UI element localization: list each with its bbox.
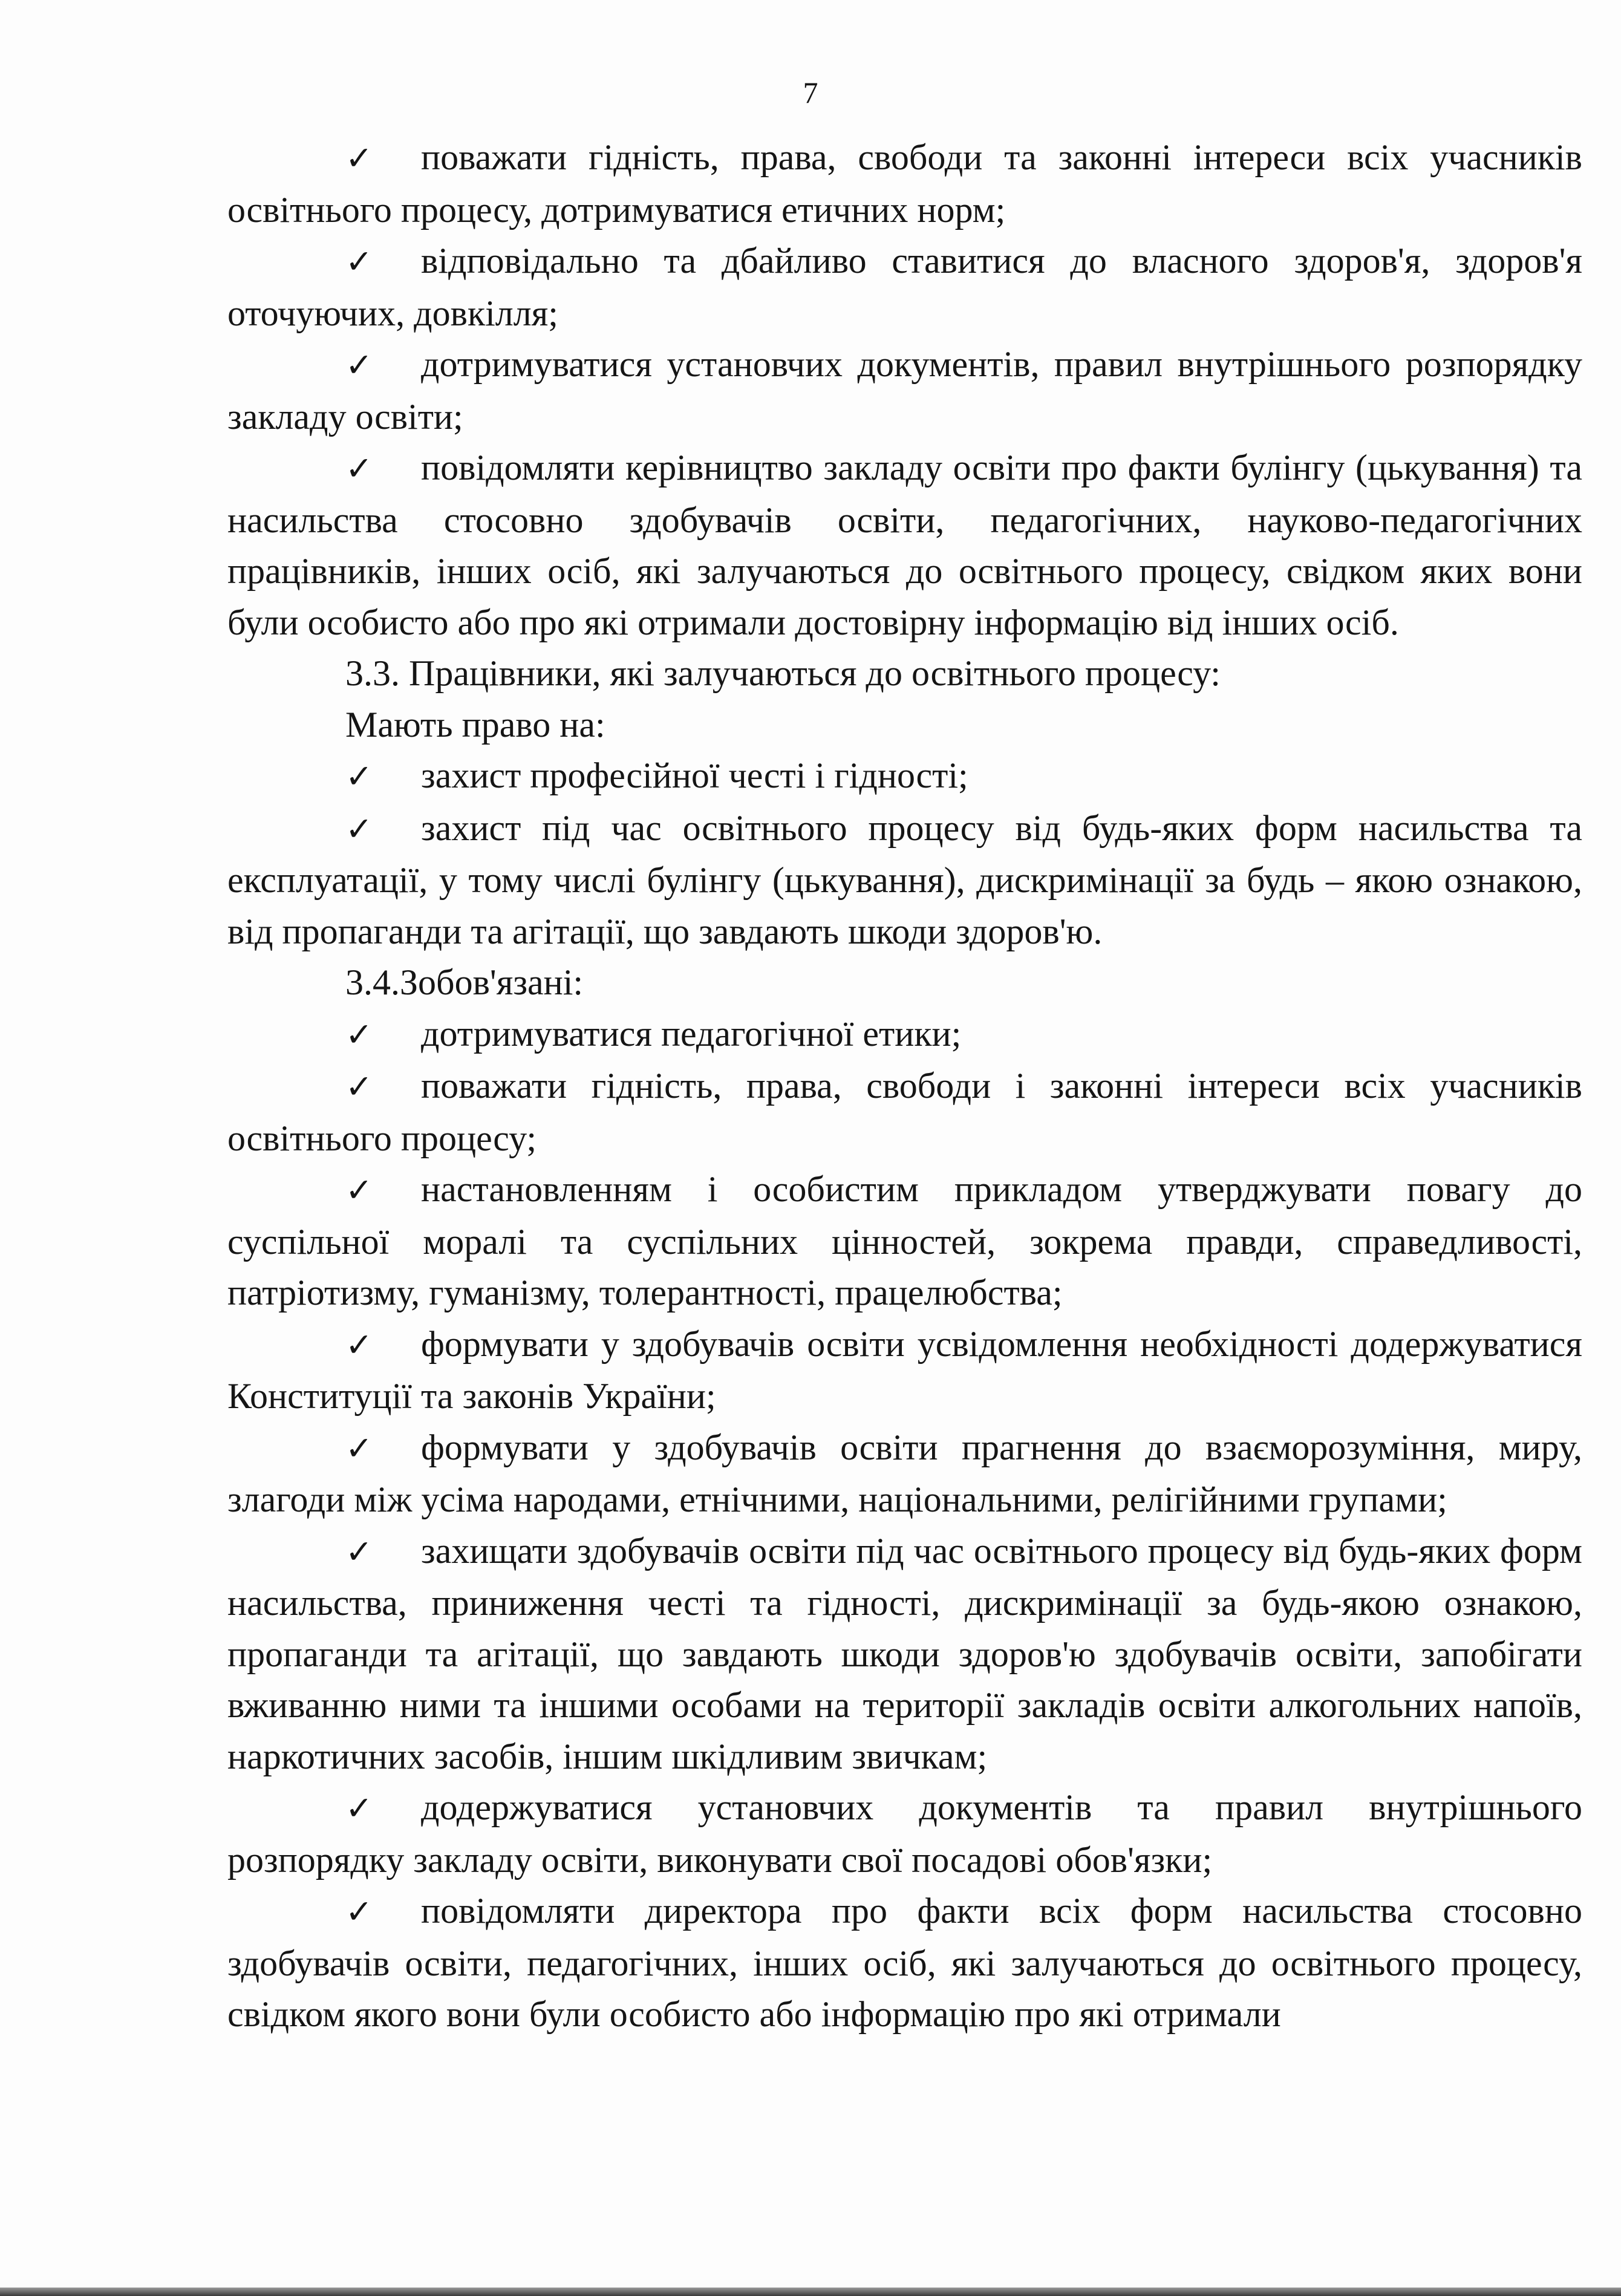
- list-item-text: дотримуватися установчих документів, правил внутрішнього розпорядку закладу освіти;: [227, 344, 1582, 437]
- list-item: [227, 1525, 1582, 1782]
- checkmark-icon: ✓: [345, 1532, 373, 1571]
- checkmark-icon: ✓: [345, 1171, 373, 1209]
- list-item: [227, 132, 1582, 235]
- document-body: [227, 132, 1582, 2040]
- list-item-text: формувати у здобувачів освіти прагнення до взаєморозуміння, миру, злагоди між усіма народами, етнічними, національними, релігійними групами;: [227, 1427, 1582, 1519]
- list-item: [227, 1008, 1582, 1061]
- list-item: [227, 1164, 1582, 1319]
- list-item-text: настановленням і особистим прикладом утверджувати повагу до суспільної моралі та суспільних цінностей, зокрема правди, справедливості, патріотизму, гуманізму, толерантності, працелюбства;: [227, 1169, 1582, 1313]
- list-item: [227, 235, 1582, 339]
- list-item-text: поважати гідність, права, свободи і законні інтереси всіх учасників освітнього процесу;: [227, 1066, 1582, 1158]
- rights-heading: Мають право на:: [345, 704, 605, 745]
- checkmark-icon: ✓: [345, 1015, 373, 1054]
- checkmark-icon: ✓: [345, 809, 373, 848]
- checkmark-icon: ✓: [345, 1068, 373, 1106]
- checkmark-icon: ✓: [345, 139, 373, 177]
- checkmark-icon: ✓: [345, 243, 373, 281]
- checkmark-icon: ✓: [345, 346, 373, 384]
- checkmark-icon: ✓: [345, 1789, 373, 1827]
- list-item: [227, 339, 1582, 442]
- list-item: [227, 750, 1582, 803]
- list-item: [227, 1319, 1582, 1422]
- list-item: [227, 1060, 1582, 1164]
- list-item-text: поважати гідність, права, свободи та законні інтереси всіх учасників освітнього процесу, дотримуватися етичних норм;: [227, 137, 1582, 230]
- list-item-text: повідомляти керівництво закладу освіти про факти булінгу (цькування) та насильства стосовно здобувачів освіти, педагогічних, науково-педагогічних працівників, інших осіб, які залучаються до освітнього процесу, свідком яких вони були особисто або про які отримали достовірну інформацію від інших осіб.: [227, 448, 1582, 642]
- page-number: 7: [803, 76, 818, 109]
- checkmark-icon: ✓: [345, 449, 373, 488]
- list-item: [227, 803, 1582, 957]
- checkmark-icon: ✓: [345, 757, 373, 795]
- list-item: [227, 442, 1582, 648]
- list-item-text: відповідально та дбайливо ставитися до власного здоров'я, здоров'я оточуючих, довкілля;: [227, 241, 1582, 333]
- list-item-text: захист під час освітнього процесу від будь-яких форм насильства та експлуатації, у тому числі булінгу (цькування), дискримінації за будь – якою ознакою, від пропаганди та агітації, що завдають шкоди здоров'ю.: [227, 807, 1582, 951]
- checkmark-icon: ✓: [345, 1325, 373, 1364]
- list-item: [227, 1885, 1582, 2040]
- list-item: [227, 1422, 1582, 1525]
- section-heading-3-4: 3.4.Зобов'язані:: [345, 962, 584, 1002]
- checkmark-icon: ✓: [345, 1429, 373, 1467]
- list-item-text: дотримуватися педагогічної етики;: [421, 1013, 962, 1054]
- list-item-text: захищати здобувачів освіти під час освітнього процесу від будь-яких форм насильства, приниження честі та гідності, дискримінації за будь-якою ознакою, пропаганди та агітації, що завдають шкоди здоров'ю здобувачів освіти, запобігати вживанню ними та іншими особами на території закладів освіти алкогольних напоїв, наркотичних засобів, іншим шкідливим звичкам;: [227, 1530, 1582, 1776]
- checkmark-icon: ✓: [345, 1893, 373, 1931]
- list-item-text: захист професійної честі і гідності;: [421, 755, 968, 795]
- scan-edge-shadow: [0, 2288, 1621, 2296]
- section-heading-3-3: 3.3. Працівники, які залучаються до освітнього процесу:: [345, 653, 1221, 693]
- list-item-text: повідомляти директора про факти всіх форм насильства стосовно здобувачів освіти, педагогічних, інших осіб, які залучаються до освітнього процесу, свідком якого вони були особисто або інформацію про які отримали: [227, 1891, 1582, 2034]
- list-item-text: додержуватися установчих документів та правил внутрішнього розпорядку закладу освіти, виконувати свої посадові обов'язки;: [227, 1787, 1582, 1880]
- list-item-text: формувати у здобувачів освіти усвідомлення необхідності додержуватися Конституції та законів України;: [227, 1323, 1582, 1416]
- list-item: [227, 1782, 1582, 1885]
